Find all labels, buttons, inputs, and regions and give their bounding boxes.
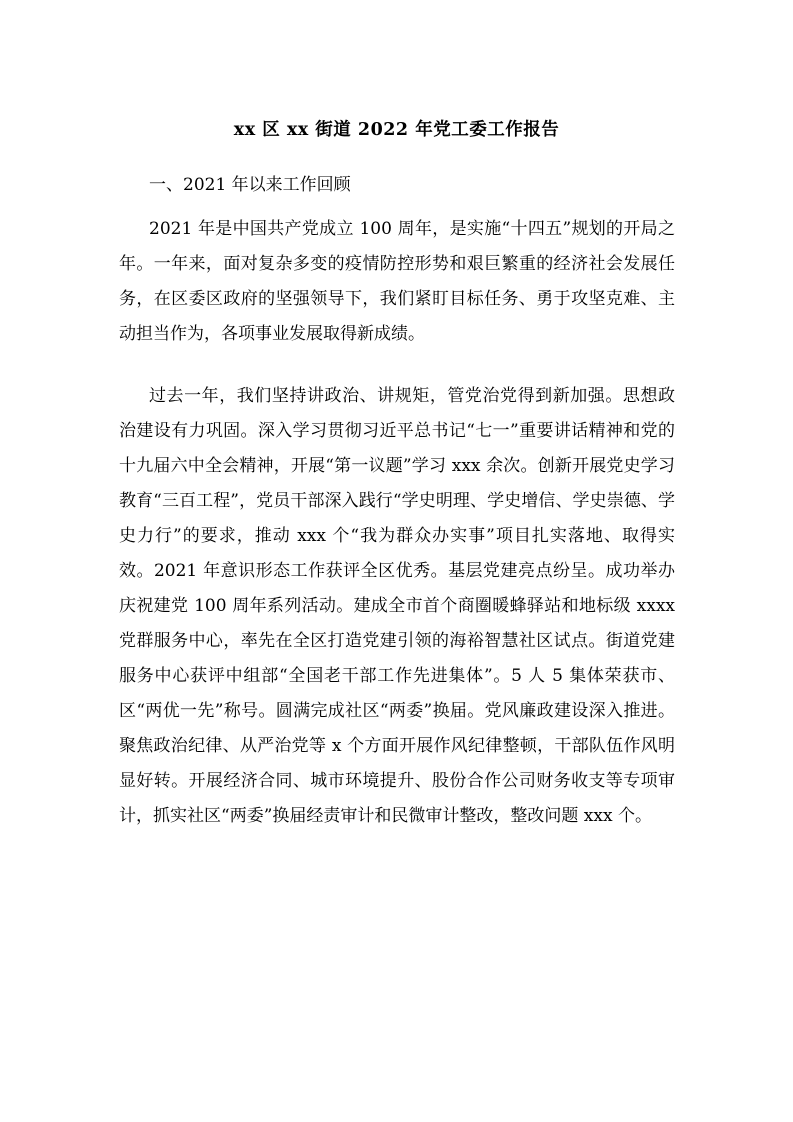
section-heading: 一、2021 年以来工作回顾	[149, 175, 351, 195]
paragraph-1: 2021 年是中国共产党成立 100 周年，是实施“十四五”规划的开局之年。一年来，面对复杂多变的疫情防控形势和艰巨繁重的经济社会发展任务，在区委区政府的坚强领导下，我们紧盯目标任务、勇于攻坚克难、主动担当作为，各项事业发展取得新成绩。	[119, 219, 675, 344]
document-title: xx 区 xx 街道 2022 年党工委工作报告	[233, 120, 560, 140]
paragraph-2: 过去一年，我们坚持讲政治、讲规矩，管党治党得到新加强。思想政治建设有力巩固。深入学习贯彻习近平总书记“七一”重要讲话精神和党的十九届六中全会精神，开展“第一议题”学习 xxx 余次。创新开展党史学习教育“三百工程”，党员干部深入践行“学史明理、学史增信、学史崇德、学史力行”的要求，推动 xxx 个“我为群众办实事”项目扎实落地、取得实效。2021 年意识形态工作获评全区优秀。基层党建亮点纷呈。成功举办庆祝建党 100 周年系列活动。建成全市首个商圈暖蜂驿站和地标级 xxxx 党群服务中心，率先在全区打造党建引领的海裕智慧社区试点。街道党建服务中心获评中组部“全国老干部工作先进集体”。5 人 5 集体荣获市、区“两优一先”称号。圆满完成社区“两委”换届。党风廉政建设深入推进。聚焦政治纪律、从严治党等 x 个方面开展作风纪律整顿，干部队伍作风明显好转。开展经济合同、城市环境提升、股份合作公司财务收支等专项审计，抓实社区“两委”换届经责审计和民微审计整改，整改问题 xxx 个。	[119, 386, 675, 826]
